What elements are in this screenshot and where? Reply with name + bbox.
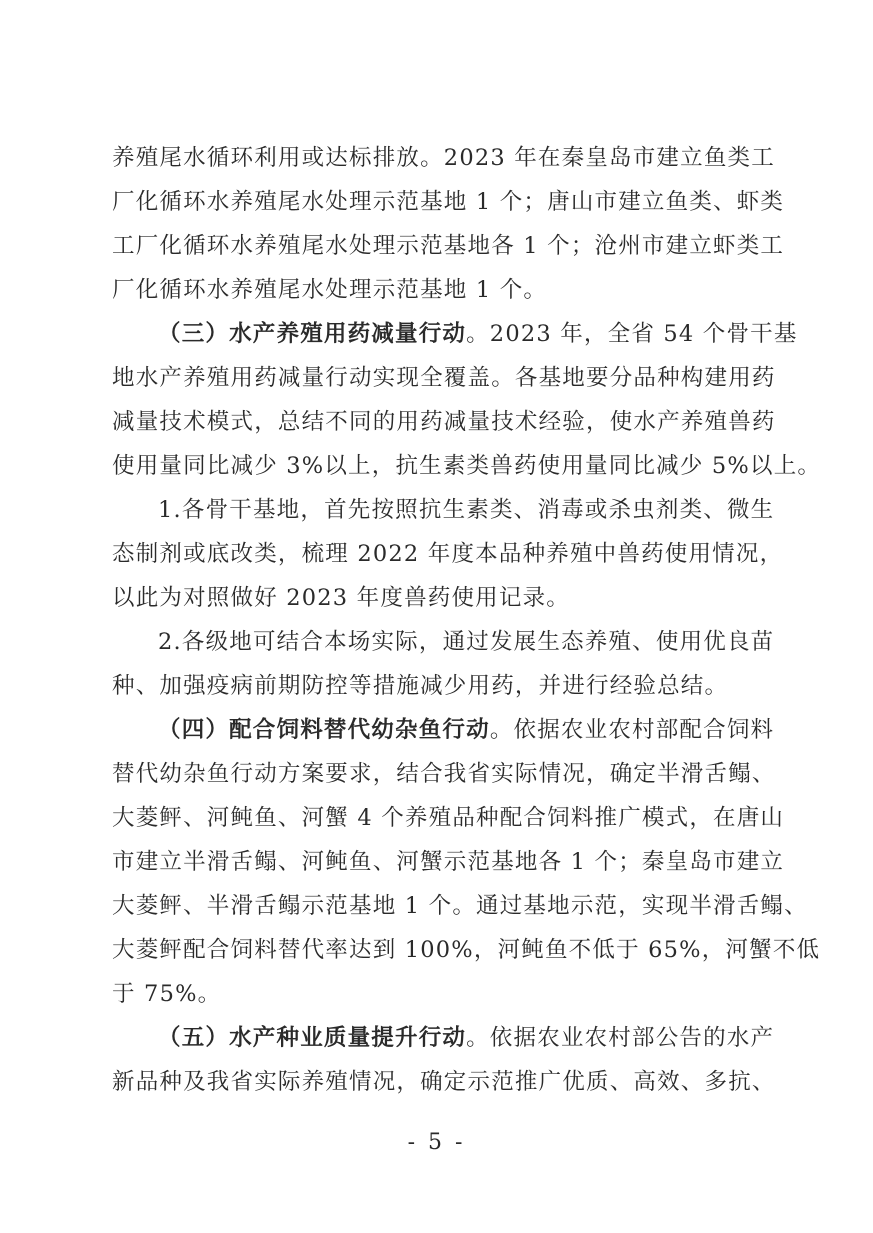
- paragraph-line: 态制剂或底改类，梳理 2022 年度本品种养殖中兽药使用情况，: [112, 541, 784, 567]
- paragraph-line: 厂化循环水养殖尾水处理示范基地 1 个。: [112, 277, 548, 303]
- page-number: - 5 -: [407, 1130, 466, 1155]
- section-4-first-line: [158, 710, 775, 750]
- paragraph-line: 使用量同比减少 3%以上，抗生素类兽药使用量同比减少 5%以上。: [112, 453, 822, 479]
- paragraph-line: 以此为对照做好 2023 年度兽药使用记录。: [112, 585, 570, 611]
- list-item-2-first-line: 2.各级地可结合本场实际，通过发展生态养殖、使用优良苗: [158, 629, 775, 655]
- section-text: 。2023 年，全省 54 个骨干基: [466, 321, 798, 347]
- paragraph-line: 工厂化循环水养殖尾水处理示范基地各 1 个；沧州市建立虾类工: [112, 233, 785, 259]
- section-heading: （四）配合饲料替代幼杂鱼行动: [158, 717, 490, 743]
- paragraph-line: 厂化循环水养殖尾水处理示范基地 1 个；唐山市建立鱼类、虾类: [112, 189, 785, 215]
- paragraph-line: 养殖尾水循环利用或达标排放。2023 年在秦皇岛市建立鱼类工: [112, 145, 775, 171]
- paragraph-line: 新品种及我省实际养殖情况，确定示范推广优质、高效、多抗、: [112, 1069, 776, 1095]
- section-heading: （三）水产养殖用药减量行动: [158, 321, 467, 347]
- section-text: 。依据农业农村部公告的水产: [466, 1025, 775, 1051]
- section-5-first-line: [158, 1018, 775, 1058]
- section-heading: （五）水产种业质量提升行动: [158, 1025, 467, 1051]
- paragraph-line: 地水产养殖用药减量行动实现全覆盖。各基地要分品种构建用药: [112, 365, 776, 391]
- paragraph-line: 大菱鲆、半滑舌鳎示范基地 1 个。通过基地示范，实现半滑舌鳎、: [112, 893, 808, 919]
- paragraph-line: 大菱鲆配合饲料替代率达到 100%，河鲀鱼不低于 65%，河蟹不低: [112, 937, 821, 963]
- section-3-first-line: [158, 314, 798, 354]
- section-text: 。依据农业农村部配合饲料: [489, 717, 775, 743]
- paragraph-line: 种、加强疫病前期防控等措施减少用药，并进行经验总结。: [112, 673, 729, 699]
- paragraph-line: 减量技术模式，总结不同的用药减量技术经验，使水产养殖兽药: [112, 409, 776, 435]
- paragraph-line: 大菱鲆、河鲀鱼、河蟹 4 个养殖品种配合饲料推广模式，在唐山: [112, 805, 785, 831]
- list-item-1-first-line: 1.各骨干基地，首先按照抗生素类、消毒或杀虫剂类、微生: [158, 497, 775, 523]
- paragraph-line: 替代幼杂鱼行动方案要求，结合我省实际情况，确定半滑舌鳎、: [112, 761, 776, 787]
- paragraph-line: 市建立半滑舌鳎、河鲀鱼、河蟹示范基地各 1 个；秦皇岛市建立: [112, 849, 785, 875]
- paragraph-line: 于 75%。: [112, 981, 222, 1007]
